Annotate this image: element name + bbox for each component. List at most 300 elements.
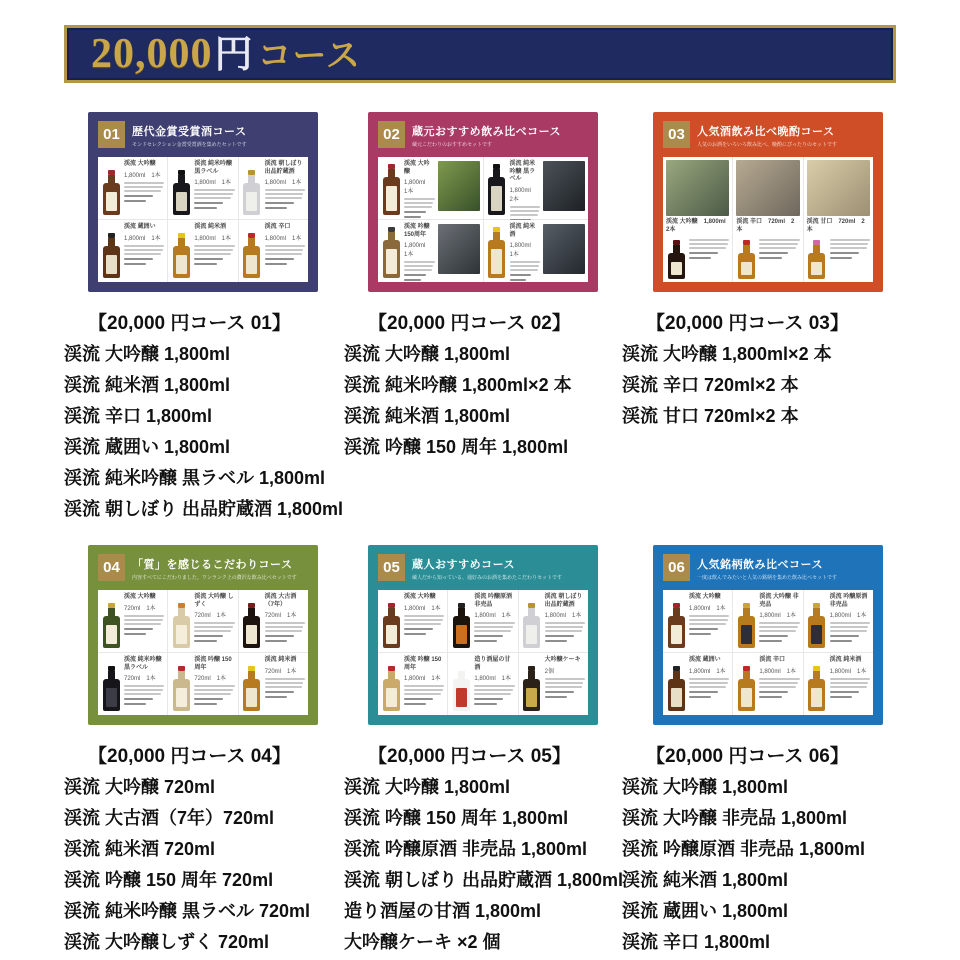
spec-line <box>404 274 426 276</box>
desc-line <box>124 615 164 617</box>
product-cell <box>239 590 308 652</box>
bottle-neck <box>388 169 395 177</box>
product-quantity: 1,800ml 1本 <box>404 676 441 682</box>
course-list-02 <box>344 308 644 463</box>
product-name: 渓流 大吟醸 <box>404 594 436 600</box>
list-item: 渓流 大吟醸 1,800ml <box>64 344 231 364</box>
course-card-03 <box>653 112 883 292</box>
bottle-body <box>103 183 120 215</box>
desc-line <box>474 630 511 632</box>
sake-bottle-icon <box>736 236 756 279</box>
product-quantity: 1,800ml 1本 <box>404 180 432 195</box>
product-name: 渓流 純米酒 <box>264 657 297 663</box>
product-name: 渓流 吟醸原酒 非売品 <box>829 594 868 608</box>
product-cell <box>804 653 873 715</box>
product-cell-text <box>404 657 444 711</box>
course-card-04 <box>88 545 318 725</box>
bottle-label <box>741 688 752 707</box>
bottle-body <box>453 679 470 711</box>
spec-line <box>404 633 426 635</box>
product-quantity: 720ml 1本 <box>194 676 227 682</box>
desc-line <box>124 182 164 184</box>
product-cell <box>733 653 802 715</box>
card-number-badge: 02 <box>378 121 405 148</box>
spec-line <box>404 698 433 700</box>
sake-bottle-icon <box>242 657 262 711</box>
spec-line <box>194 640 216 642</box>
sake-bottle-icon <box>487 161 507 215</box>
list-item: 渓流 純米酒 1,800ml <box>622 870 789 890</box>
bottle-neck <box>108 671 115 679</box>
spec-line <box>689 696 711 698</box>
bottle-body <box>808 253 825 279</box>
product-column <box>733 157 802 282</box>
desc-line <box>265 197 302 199</box>
bottle-body <box>103 616 120 648</box>
desc-line <box>194 689 233 691</box>
spec-line <box>404 216 421 218</box>
product-cell <box>98 220 167 282</box>
bottle-body <box>523 616 540 648</box>
card-title: 蔵元おすすめ飲み比べコース <box>412 126 562 138</box>
desc-line <box>265 630 302 632</box>
spec-line <box>689 252 718 254</box>
spec-line <box>759 691 788 693</box>
product-cell <box>378 220 483 282</box>
desc-line <box>689 615 729 617</box>
bottle-body <box>383 177 400 215</box>
spec-line <box>830 640 852 642</box>
bottle-label <box>491 249 502 274</box>
product-cell-text <box>194 161 234 215</box>
bottle-neck <box>813 671 820 679</box>
product-cell-text <box>689 657 729 711</box>
spec-line <box>759 640 781 642</box>
card-product-panel <box>378 590 588 715</box>
product-quantity: 1,800ml 1本 <box>759 613 797 619</box>
list-item: 渓流 吟醸原酒 非売品 1,800ml <box>622 839 866 859</box>
list-item: 渓流 大古酒（7年）720ml <box>64 808 275 828</box>
desc-line <box>830 622 870 624</box>
spec-line <box>194 698 223 700</box>
spec-line <box>265 696 287 698</box>
desc-line <box>404 623 441 625</box>
bottle-neck <box>673 608 680 616</box>
list-item: 渓流 大吟醸 1,800ml <box>344 344 511 364</box>
bottle-neck <box>743 245 750 253</box>
bottle-body <box>243 616 260 648</box>
banner-course-text: コース <box>257 38 361 75</box>
sake-bottle-icon <box>666 594 686 648</box>
card-header <box>88 545 318 581</box>
card-product-panel <box>378 157 588 282</box>
bottle-neck <box>248 238 255 246</box>
desc-line <box>510 265 539 267</box>
list-item: 渓流 朝しぼり 出品貯蔵酒 1,800ml <box>64 499 344 519</box>
spec-line <box>474 703 496 705</box>
course-list-01 <box>64 308 364 525</box>
desc-line <box>510 214 538 216</box>
desc-line <box>124 186 163 188</box>
product-quantity: 1,800ml 1本 <box>474 676 512 682</box>
sake-bottle-icon <box>101 224 121 278</box>
bottle-label <box>176 688 187 707</box>
desc-line <box>265 678 305 680</box>
food-photo-thumbnail <box>666 160 729 216</box>
desc-line <box>404 619 443 621</box>
desc-line <box>689 686 726 688</box>
card-number-badge: 03 <box>663 121 690 148</box>
spec-line <box>265 263 287 265</box>
spec-line <box>124 703 146 705</box>
product-cell <box>733 590 802 652</box>
bottle-neck <box>388 671 395 679</box>
card-subtitle: 人気のお酒をいろいろ飲み比べ、晩酌にぴったりのセットです <box>697 142 838 148</box>
list-title: 【20,000 円コース 04】 <box>88 746 291 767</box>
product-description-lines <box>194 622 234 642</box>
product-cell <box>239 157 308 219</box>
product-cell <box>98 157 167 219</box>
product-name: 渓流 朝しぼり 出品貯蔵酒 <box>264 161 303 175</box>
spec-line <box>124 258 153 260</box>
sake-bottle-icon <box>451 657 471 711</box>
bottle-neck <box>458 608 465 616</box>
list-item: 渓流 純米吟醸 黒ラベル 720ml <box>64 901 311 921</box>
desc-line <box>124 619 163 621</box>
product-cell <box>98 653 167 715</box>
bottle-label <box>811 625 822 644</box>
product-cell-text <box>759 657 799 711</box>
banner-title <box>91 33 361 75</box>
product-description-lines <box>194 685 234 705</box>
sake-bottle-icon <box>171 594 191 648</box>
card-header <box>653 112 883 148</box>
card-title: 歴代金賞受賞酒コース <box>132 126 247 138</box>
product-cell-text <box>830 657 870 711</box>
course-card-02 <box>368 112 598 292</box>
card-header <box>653 545 883 581</box>
banner-price-text: 20,000 <box>91 31 213 77</box>
product-cell-text <box>759 236 799 279</box>
product-cell-text <box>194 224 234 278</box>
product-column <box>804 157 873 282</box>
course-card-06 <box>653 545 883 725</box>
product-quantity: 1,800ml 1本 <box>689 668 726 675</box>
desc-line <box>265 249 304 251</box>
product-description-lines <box>759 622 799 642</box>
desc-line <box>689 623 726 625</box>
bottle-neck <box>108 608 115 616</box>
product-name: 渓流 朝しぼり 出品貯蔵酒 <box>544 594 583 608</box>
bottle-label <box>811 688 822 707</box>
bottle-body <box>453 616 470 648</box>
spec-line <box>545 635 574 637</box>
product-cell <box>448 653 517 715</box>
card-number-badge: 06 <box>663 554 690 581</box>
bottle-label <box>526 625 537 644</box>
product-name: 渓流 大吟醸 <box>404 161 430 175</box>
list-item: 渓流 蔵囲い 1,800ml <box>622 901 789 921</box>
product-name: 渓流 辛口 720ml 2本 <box>736 219 795 233</box>
product-cell-text <box>265 657 305 711</box>
bottle-body <box>523 679 540 711</box>
product-cell <box>98 590 167 652</box>
product-quantity: 1,800ml 1本 <box>759 668 797 675</box>
desc-line <box>830 686 867 688</box>
desc-line <box>124 245 164 247</box>
product-cell-text <box>689 594 729 648</box>
sake-bottle-icon <box>242 594 262 648</box>
desc-line <box>404 261 435 263</box>
list-item: 渓流 純米吟醸 1,800ml×2 本 <box>344 375 572 395</box>
product-cell <box>448 590 517 652</box>
bottle-body <box>103 246 120 278</box>
product-description-lines <box>474 622 514 642</box>
spec-line <box>689 633 711 635</box>
spec-line <box>830 257 852 259</box>
spec-line <box>545 691 574 693</box>
course-list-05 <box>344 741 644 958</box>
product-description-lines <box>404 261 435 281</box>
bottle-label <box>386 186 397 211</box>
card-product-panel <box>663 590 873 715</box>
product-cell <box>239 220 308 282</box>
sake-bottle-icon <box>666 657 686 711</box>
desc-line <box>759 622 799 624</box>
desc-line <box>510 269 538 271</box>
list-item: 造り酒屋の甘酒 1,800ml <box>344 901 542 921</box>
product-quantity: 1,800ml 1本 <box>544 613 582 619</box>
desc-line <box>759 247 796 249</box>
spec-line <box>404 628 433 630</box>
bottle-label <box>246 625 257 644</box>
card-header <box>88 112 318 148</box>
product-description-lines <box>404 685 444 705</box>
bottle-neck <box>388 232 395 240</box>
product-description-lines <box>194 245 234 265</box>
desc-line <box>830 682 869 684</box>
list-item: 渓流 辛口 1,800ml <box>64 406 213 426</box>
desc-line <box>759 682 798 684</box>
product-name: 渓流 吟醸 150周年 <box>404 224 430 238</box>
product-cell-text <box>510 161 541 215</box>
desc-line <box>124 623 161 625</box>
sake-bottle-icon <box>101 161 121 215</box>
card-header-text <box>412 554 562 581</box>
product-quantity: 1,800ml 1本 <box>509 243 537 258</box>
spec-line <box>194 635 223 637</box>
bottle-neck <box>673 671 680 679</box>
product-description-lines <box>265 678 305 698</box>
sake-bottle-icon <box>522 594 542 648</box>
product-cell <box>378 157 483 219</box>
product-cell <box>378 653 447 715</box>
product-cell-text <box>404 594 444 648</box>
list-item: 渓流 辛口 1,800ml <box>622 932 771 952</box>
desc-line <box>404 202 433 204</box>
sake-bottle-icon <box>101 657 121 711</box>
spec-line <box>689 691 718 693</box>
product-cell <box>168 220 237 282</box>
bottle-neck <box>743 671 750 679</box>
list-title: 【20,000 円コース 05】 <box>368 746 571 767</box>
card-title: 人気酒飲み比べ晩酌コース <box>697 126 835 138</box>
card-product-panel <box>663 157 873 282</box>
product-description-lines <box>265 189 305 209</box>
bottle-label <box>671 625 682 644</box>
spec-line <box>830 635 859 637</box>
bottle-label <box>176 192 187 211</box>
product-quantity: 1,800ml 1本 <box>124 172 161 179</box>
product-description-lines <box>194 189 234 209</box>
desc-line <box>545 686 582 688</box>
product-name: 渓流 純米酒 <box>194 224 226 230</box>
desc-line <box>759 239 799 241</box>
product-quantity: 1,800ml 1本 <box>124 235 161 242</box>
desc-line <box>510 261 541 263</box>
desc-line <box>265 626 304 628</box>
list-item: 大吟醸ケーキ ×2 個 <box>344 932 501 952</box>
product-description-lines <box>265 245 305 265</box>
spec-line <box>830 696 852 698</box>
card-number-badge: 05 <box>378 554 405 581</box>
product-description-lines <box>545 678 585 698</box>
desc-line <box>759 243 798 245</box>
bottle-body <box>668 679 685 711</box>
product-name: 渓流 純米吟醸 黒ラベル <box>124 657 162 671</box>
desc-line <box>830 630 867 632</box>
desc-line <box>194 630 231 632</box>
desc-line <box>830 678 870 680</box>
card-header-text <box>697 121 837 148</box>
bottle-neck <box>528 671 535 679</box>
product-cell-text <box>404 161 435 215</box>
bottle-neck <box>178 238 185 246</box>
product-name: 渓流 甘口 720ml 2本 <box>806 219 865 233</box>
card-header-text <box>132 121 247 148</box>
list-item: 渓流 純米酒 1,800ml <box>344 406 511 426</box>
card-product-panel <box>98 157 308 282</box>
desc-line <box>265 682 304 684</box>
card-header-text <box>697 554 837 581</box>
list-item: 渓流 吟醸 150 周年 1,800ml <box>344 808 569 828</box>
desc-line <box>545 630 582 632</box>
card-header-text <box>132 554 297 581</box>
desc-line <box>404 206 432 208</box>
desc-line <box>265 245 305 247</box>
product-name: 渓流 吟醸 150周年 <box>194 657 232 671</box>
desc-line <box>759 630 796 632</box>
card-header <box>368 112 598 148</box>
sake-bottle-icon <box>666 236 686 279</box>
product-cell-text <box>759 594 799 648</box>
sake-bottle-icon <box>522 657 542 711</box>
desc-line <box>124 253 161 255</box>
product-bottom-row <box>666 236 729 279</box>
sake-bottle-icon <box>242 224 262 278</box>
course-list-03 <box>622 308 922 432</box>
desc-line <box>265 253 302 255</box>
bottle-label <box>741 625 752 644</box>
desc-line <box>194 249 233 251</box>
product-description-lines <box>124 615 164 635</box>
desc-line <box>689 239 729 241</box>
product-description-lines <box>404 198 435 218</box>
product-cell <box>239 653 308 715</box>
sake-bottle-icon <box>381 224 401 278</box>
card-title: 蔵人おすすめコース <box>412 559 516 571</box>
bottle-label <box>456 625 467 644</box>
spec-line <box>124 200 146 202</box>
bottle-neck <box>493 169 500 177</box>
desc-line <box>474 693 511 695</box>
spec-line <box>124 698 153 700</box>
list-item: 渓流 吟醸 150 周年 720ml <box>64 870 274 890</box>
bottle-label <box>106 625 117 644</box>
desc-line <box>404 265 433 267</box>
spec-line <box>545 640 567 642</box>
product-quantity: 720ml 1本 <box>264 668 297 675</box>
spec-line <box>404 211 426 213</box>
product-name: 渓流 大吟醸 <box>124 161 156 167</box>
product-quantity: 1,800ml 1本 <box>404 605 441 612</box>
bottle-body <box>808 679 825 711</box>
bottle-neck <box>248 671 255 679</box>
desc-line <box>545 682 584 684</box>
product-name: 渓流 大古酒（7年） <box>264 594 297 608</box>
spec-line <box>194 207 216 209</box>
product-quantity: 1,800ml 1本 <box>474 613 512 619</box>
desc-line <box>124 249 163 251</box>
spec-line <box>124 195 153 197</box>
spec-line <box>265 202 294 204</box>
sake-bottle-icon <box>736 657 756 711</box>
spec-line <box>194 263 216 265</box>
sake-bottle-icon <box>242 161 262 215</box>
list-item: 渓流 蔵囲い 1,800ml <box>64 437 231 457</box>
bottle-label <box>246 255 257 274</box>
desc-line <box>474 689 513 691</box>
desc-line <box>194 253 231 255</box>
card-subtitle: 内容すべてにこだわりました。ワンランク上の贅沢な飲み比べセットです <box>132 575 297 581</box>
desc-line <box>404 685 444 687</box>
spec-line <box>194 703 216 705</box>
course-list-04 <box>64 741 364 958</box>
desc-line <box>830 247 867 249</box>
bottle-neck <box>813 608 820 616</box>
product-name: 渓流 吟醸 150周年 <box>404 657 442 671</box>
bottle-body <box>738 253 755 279</box>
sake-bottle-icon <box>101 594 121 648</box>
product-quantity: 720ml 1本 <box>264 613 297 619</box>
product-quantity: 1,800ml 1本 <box>404 243 432 258</box>
product-cell <box>663 590 732 652</box>
bottle-body <box>383 616 400 648</box>
desc-line <box>759 626 798 628</box>
bottle-neck <box>248 175 255 183</box>
sake-bottle-icon <box>381 657 401 711</box>
product-quantity: 1,800ml 1本 <box>264 235 302 242</box>
product-quantity: 2個 <box>544 668 554 675</box>
product-name: 渓流 大吟醸 しずく <box>194 594 234 608</box>
product-name: 渓流 純米酒 <box>829 657 862 663</box>
bottle-body <box>173 616 190 648</box>
bottle-neck <box>458 671 465 679</box>
spec-line <box>265 635 294 637</box>
desc-line <box>404 689 443 691</box>
desc-line <box>830 626 869 628</box>
bottle-body <box>173 183 190 215</box>
